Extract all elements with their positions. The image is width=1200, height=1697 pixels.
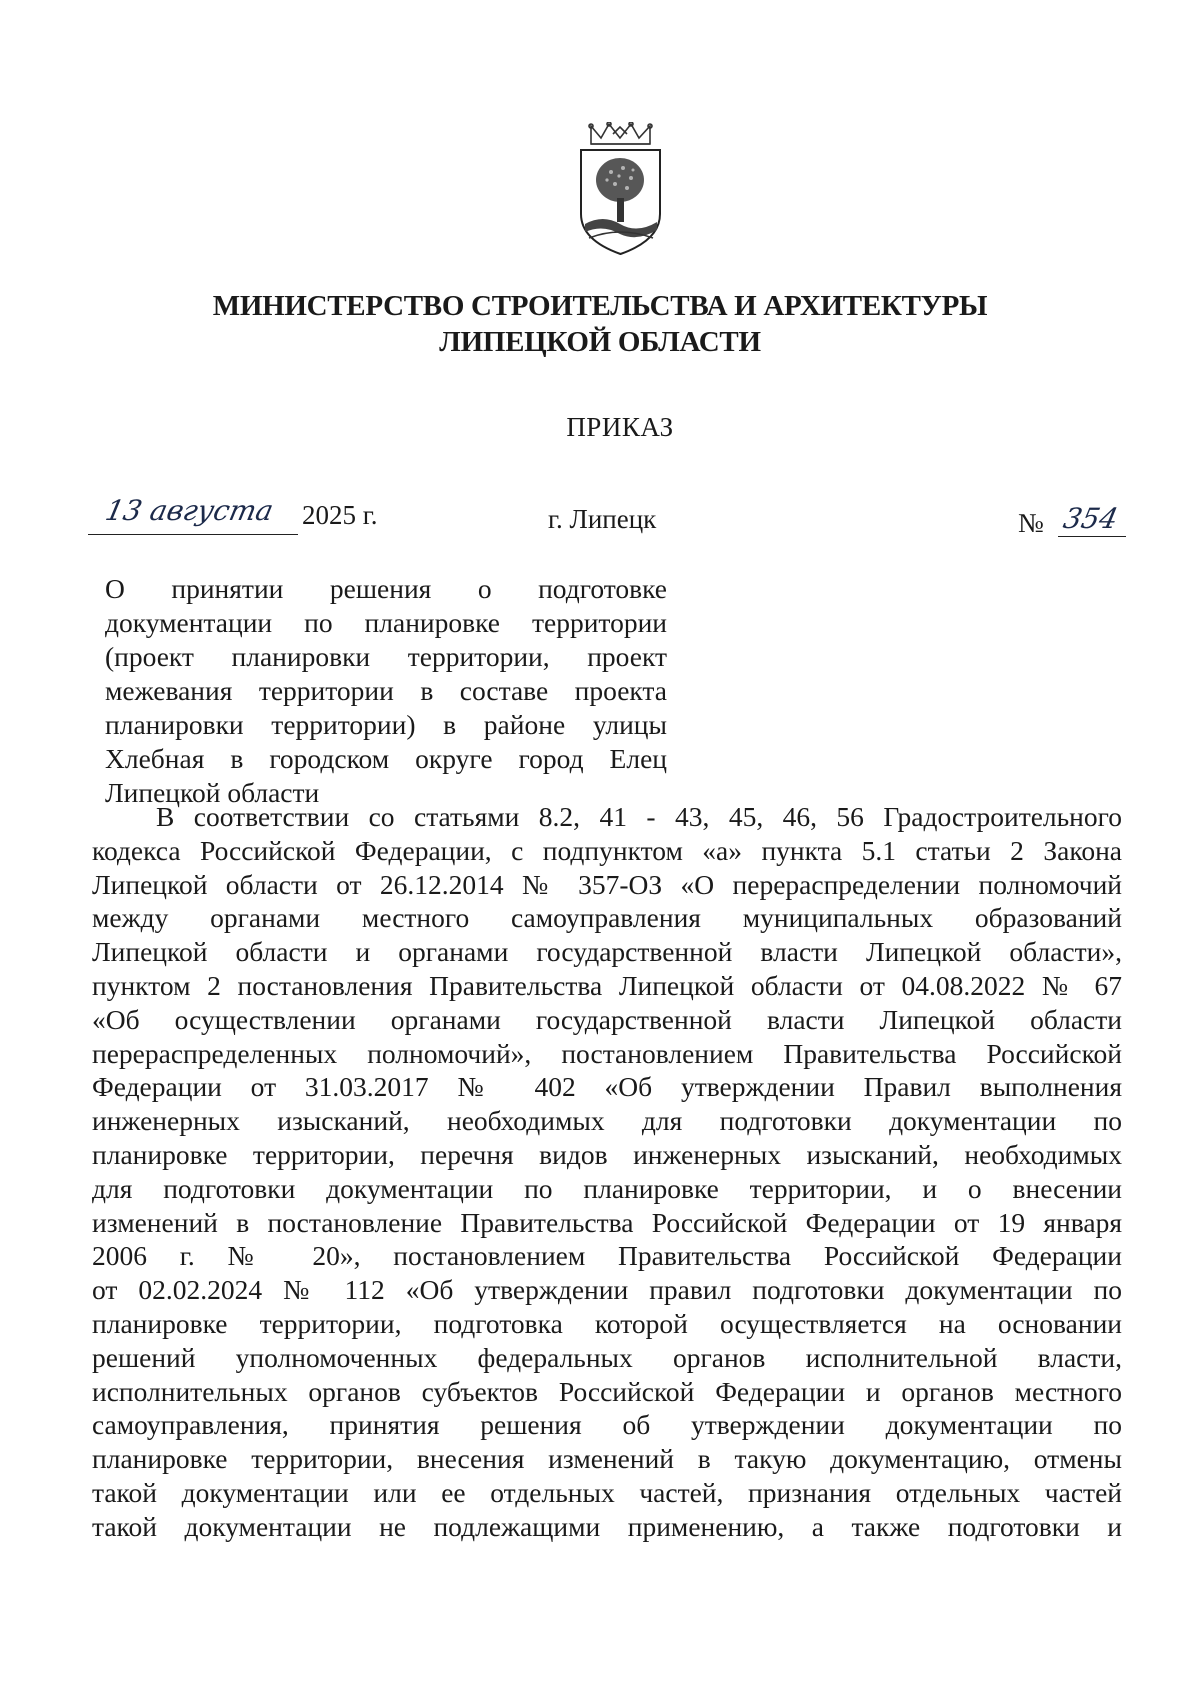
handwritten-date: 13 августа [102,494,277,527]
body-line: планировке территории, внесения изменений в такую документацию, отмены [92,1443,1122,1475]
handwritten-number: 354 [1060,502,1121,535]
body-line: кодекса Российской Федерации, с подпунктом «а» пункта 5.1 статьи 2 Закона [92,834,1122,866]
body-line: изменений в постановление Правительства Российской Федерации от 19 января [92,1206,1122,1238]
date-year: 2025 г. [302,500,378,530]
document-type: ПРИКАЗ [566,412,674,442]
body-line: Федерации от 31.03.2017 № 402 «Об утверждении Правил выполнения [92,1071,1122,1103]
subject-line: Липецкой области [105,777,320,808]
subject-line: (проект планировки территории, проект [105,641,667,672]
subject-line: Хлебная в городском округе город Елец [105,743,667,774]
ministry-name-line1: МИНИСТЕРСТВО СТРОИТЕЛЬСТВА И АРХИТЕКТУРЫ [212,290,988,322]
ministry-name-line2: ЛИПЕЦКОЙ ОБЛАСТИ [439,326,761,358]
ministry-name [150,288,1050,360]
subject-line: планировки территории) в районе улицы [105,709,667,740]
body-line: планировке территории, подготовка которой осуществляется на основании [92,1307,1122,1339]
order-subject [105,572,667,810]
body-line: такой документации или ее отдельных частей, признания отдельных частей [92,1476,1122,1508]
body-line: «Об осуществлении органами государственной власти Липецкой области [92,1003,1122,1035]
subject-line: межевания территории в составе проекта [105,675,667,706]
subject-line: О принятии решения о подготовке [105,573,667,604]
order-body [92,800,1122,1544]
body-line: исполнительных органов субъектов Российской Федерации и органов местного [92,1375,1122,1407]
body-line: планировке территории, перечня видов инженерных изысканий, необходимых [92,1138,1122,1170]
date-line [0,494,1200,544]
body-line: инженерных изысканий, необходимых для подготовки документации по [92,1105,1122,1137]
number-label: № [1018,508,1044,538]
body-line: решений уполномоченных федеральных органов исполнительной власти, [92,1341,1122,1373]
body-line: между органами местного самоуправления муниципальных образований [92,902,1122,934]
body-line: перераспределенных полномочий», постановлением Правительства Российской [92,1037,1122,1069]
body-line: 2006 г. № 20», постановлением Правительства Российской Федерации [92,1240,1122,1272]
city: г. Липецк [548,504,657,534]
handwritten-date-field [88,494,298,535]
handwritten-number-field [1058,504,1126,537]
body-line: от 02.02.2024 № 112 «Об утверждении правил подготовки документации по [92,1274,1122,1306]
body-line: такой документации не подлежащими применению, а также подготовки и [92,1510,1122,1542]
body-line: В соответствии со статьями 8.2, 41 - 43, 45, 46, 56 Градостроительного [156,801,1122,832]
subject-line: документации по планировке территории [105,607,667,638]
body-line: Липецкой области и органами государственной власти Липецкой области», [92,936,1122,968]
body-line: пунктом 2 постановления Правительства Липецкой области от 04.08.2022 № 67 [92,969,1122,1001]
body-line: Липецкой области от 26.12.2014 № 357-ОЗ «О перераспределении полномочий [92,868,1122,900]
coat-of-arms-icon [573,122,668,262]
body-line: для подготовки документации по планировке территории, и о внесении [92,1172,1122,1204]
body-line: самоуправления, принятия решения об утверждении документации по [92,1409,1122,1441]
